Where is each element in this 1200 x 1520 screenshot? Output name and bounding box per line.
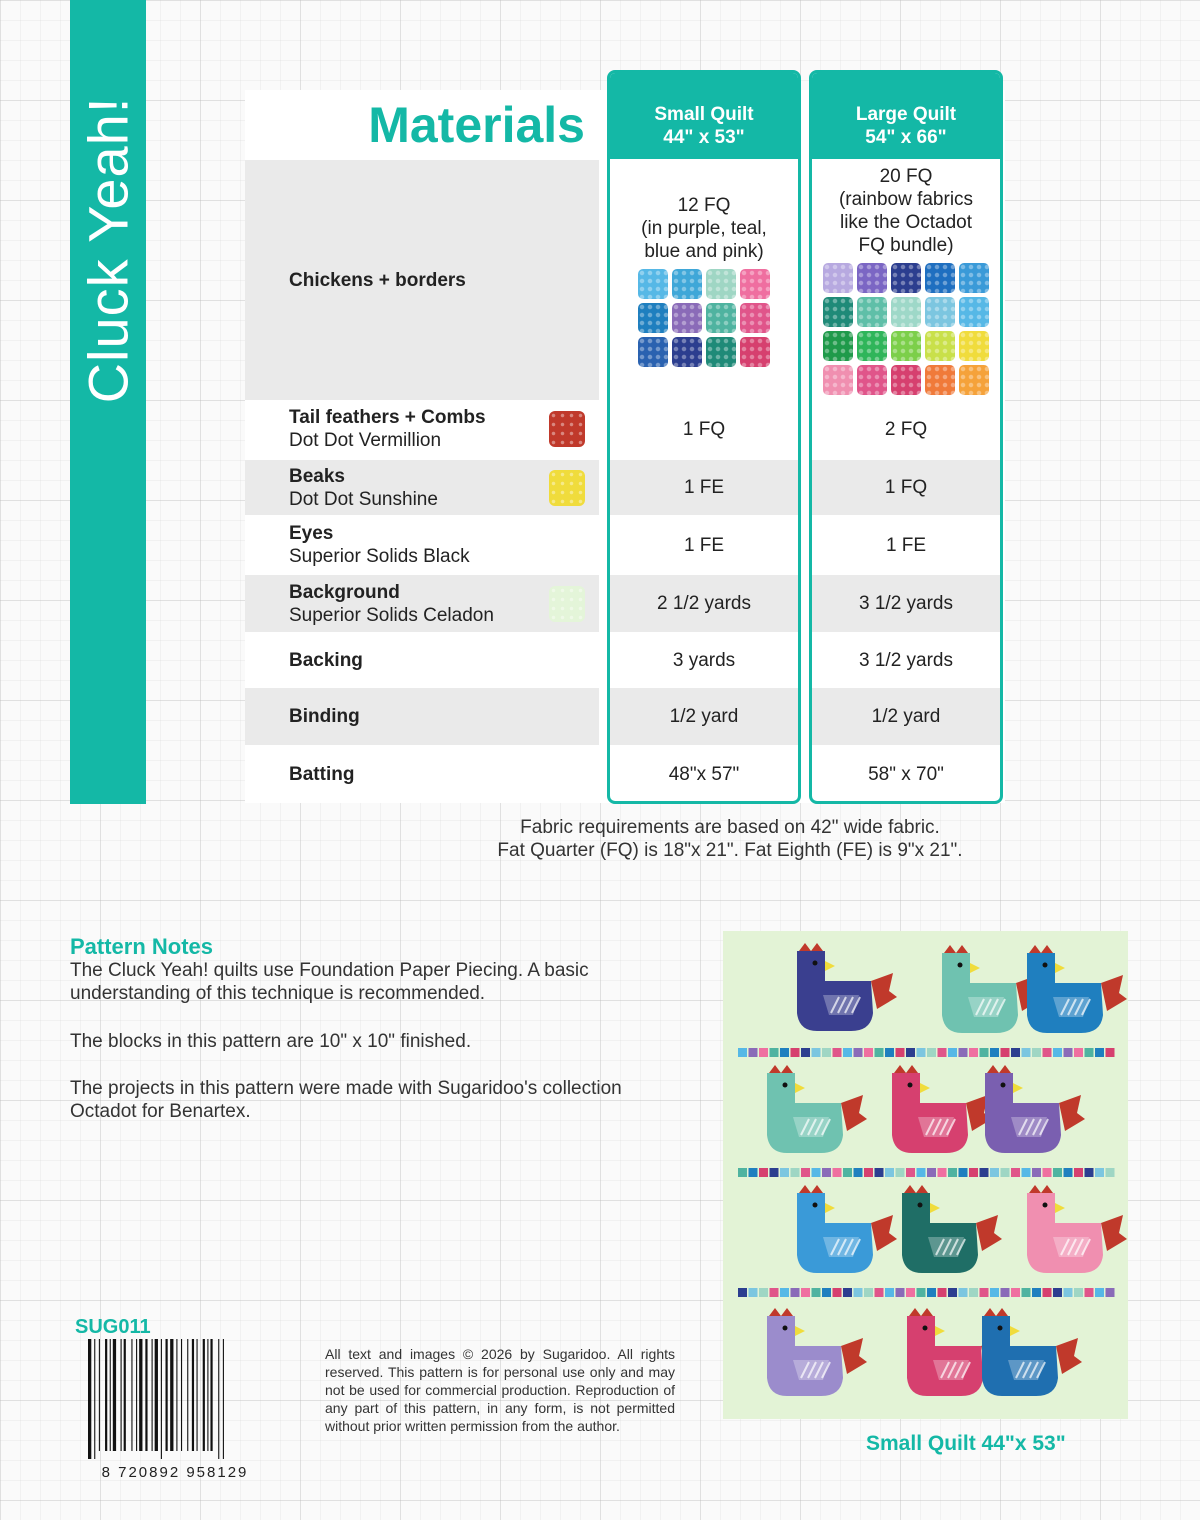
fabric-swatch xyxy=(857,297,887,327)
fabric-requirements-note xyxy=(440,816,1020,862)
border-piece xyxy=(969,1168,978,1177)
border-piece xyxy=(822,1288,831,1297)
small-quilt-amount-text: 3 yards xyxy=(672,649,736,671)
chicken xyxy=(1027,1185,1127,1273)
material-row xyxy=(245,745,599,803)
border-piece xyxy=(801,1048,810,1057)
fabric-swatch xyxy=(891,297,921,327)
fabric-swatch xyxy=(672,269,702,299)
border-piece xyxy=(1032,1288,1041,1297)
border-piece xyxy=(1064,1048,1073,1057)
fabric-swatch xyxy=(891,263,921,293)
chicken xyxy=(767,1308,867,1396)
small-quilt-label: Small Quilt xyxy=(654,104,754,125)
border-piece xyxy=(791,1168,800,1177)
fabric-swatch xyxy=(891,331,921,361)
small-quilt-header xyxy=(610,73,798,159)
border-piece xyxy=(854,1048,863,1057)
material-name: Eyes xyxy=(289,523,334,544)
fabric-swatch xyxy=(823,365,853,395)
border-piece xyxy=(738,1048,747,1057)
fabric-swatch xyxy=(740,303,770,333)
border-piece xyxy=(759,1168,768,1177)
fabric-swatch xyxy=(823,263,853,293)
fabric-swatch xyxy=(706,269,736,299)
fabric-swatch xyxy=(706,303,736,333)
border-piece xyxy=(843,1168,852,1177)
border-piece xyxy=(822,1168,831,1177)
small-quilt-amount xyxy=(610,460,798,515)
small-quilt-amount xyxy=(610,575,798,632)
border-piece xyxy=(1053,1168,1062,1177)
small-quilt-amount-text: 1 FE xyxy=(683,477,725,498)
small-quilt-amount xyxy=(610,632,798,688)
border-piece xyxy=(938,1048,947,1057)
border-piece xyxy=(812,1168,821,1177)
border-piece xyxy=(1011,1288,1020,1297)
border-piece xyxy=(864,1048,873,1057)
border-piece xyxy=(885,1048,894,1057)
fabric-swatch xyxy=(549,470,585,506)
large-quilt-amount xyxy=(812,400,1000,458)
border-piece xyxy=(896,1168,905,1177)
pattern-note-block-size: The blocks in this pattern are 10" x 10" finished. xyxy=(70,1031,472,1052)
border-piece xyxy=(1095,1048,1104,1057)
fabric-swatch xyxy=(959,331,989,361)
fabric-note-line-2: Fat Quarter (FQ) is 18"x 21". Fat Eighth (FE) is 9"x 21". xyxy=(497,840,963,861)
border-piece xyxy=(959,1048,968,1057)
border-piece xyxy=(906,1168,915,1177)
large-quilt-amount xyxy=(812,160,1000,400)
border-piece xyxy=(1001,1288,1010,1297)
border-piece xyxy=(969,1048,978,1057)
small-quilt-column xyxy=(607,70,801,804)
border-piece xyxy=(843,1048,852,1057)
small-quilt-amount-text: 1 FQ xyxy=(682,418,726,440)
large-quilt-swatch-grid xyxy=(823,263,989,395)
border-piece xyxy=(864,1288,873,1297)
small-quilt-amount xyxy=(610,745,798,803)
border-piece xyxy=(980,1048,989,1057)
fabric-swatch xyxy=(891,365,921,395)
large-quilt-amount-text: 1 FE xyxy=(885,534,927,556)
border-piece xyxy=(759,1288,768,1297)
border-piece xyxy=(1011,1048,1020,1057)
small-quilt-amount-text: 2 1/2 yards xyxy=(657,593,751,614)
border-piece xyxy=(1064,1288,1073,1297)
border-piece xyxy=(885,1288,894,1297)
fabric-swatch xyxy=(823,331,853,361)
border-piece xyxy=(917,1168,926,1177)
fabric-swatch xyxy=(857,331,887,361)
small-quilt-amount xyxy=(610,515,798,575)
large-quilt-amount xyxy=(812,688,1000,745)
border-piece xyxy=(1095,1168,1104,1177)
material-row xyxy=(245,400,599,458)
large-quilt-amount-text: 3 1/2 yards xyxy=(859,649,953,671)
border-piece xyxy=(791,1288,800,1297)
quilt-chickens-image xyxy=(723,931,1128,1419)
border-piece xyxy=(927,1288,936,1297)
large-quilt-amount xyxy=(812,632,1000,688)
border-piece xyxy=(1074,1288,1083,1297)
small-quilt-amount xyxy=(610,160,798,400)
border-piece xyxy=(990,1048,999,1057)
border-piece xyxy=(759,1048,768,1057)
material-fabric: Superior Solids Celadon xyxy=(289,604,494,626)
fabric-swatch xyxy=(740,337,770,367)
quilt-caption: Small Quilt 44"x 53" xyxy=(866,1432,1066,1455)
border-piece xyxy=(864,1168,873,1177)
quilt-illustration xyxy=(723,931,1128,1419)
border-piece xyxy=(906,1048,915,1057)
border-piece xyxy=(843,1288,852,1297)
chicken xyxy=(902,1185,1002,1273)
fabric-swatch xyxy=(857,365,887,395)
material-name: Beaks xyxy=(289,465,345,487)
small-quilt-size: 44" x 53" xyxy=(663,127,745,148)
border-piece xyxy=(1032,1048,1041,1057)
border-piece xyxy=(738,1288,747,1297)
pattern-note-technique: The Cluck Yeah! quilts use Foundation Paper Piecing. A basic understanding of this technique is recommended. xyxy=(70,960,589,1004)
border-piece xyxy=(1011,1168,1020,1177)
border-piece xyxy=(1043,1168,1052,1177)
border-piece xyxy=(948,1288,957,1297)
border-piece xyxy=(885,1168,894,1177)
small-quilt-swatch-grid xyxy=(638,269,770,367)
border-piece xyxy=(959,1288,968,1297)
border-piece xyxy=(896,1048,905,1057)
border-piece xyxy=(780,1168,789,1177)
border-piece xyxy=(780,1288,789,1297)
border-piece xyxy=(1074,1048,1083,1057)
materials-heading: Materials xyxy=(368,97,585,153)
product-code: SUG011 xyxy=(75,1316,151,1338)
border-piece xyxy=(875,1168,884,1177)
large-quilt-header xyxy=(812,73,1000,159)
border-piece xyxy=(854,1168,863,1177)
border-piece xyxy=(749,1048,758,1057)
border-piece xyxy=(938,1288,947,1297)
small-quilt-amount-text: 48"x 57" xyxy=(668,763,740,785)
large-quilt-amount xyxy=(812,515,1000,575)
border-piece xyxy=(948,1168,957,1177)
fabric-swatch xyxy=(549,411,585,447)
material-row xyxy=(245,160,599,400)
border-piece xyxy=(980,1288,989,1297)
fabric-swatch xyxy=(672,337,702,367)
border-piece xyxy=(927,1168,936,1177)
border-piece xyxy=(1053,1288,1062,1297)
border-piece xyxy=(1085,1288,1094,1297)
small-quilt-amount xyxy=(610,688,798,745)
border-piece xyxy=(917,1288,926,1297)
material-name: Background xyxy=(289,581,400,603)
large-quilt-size: 54" x 66" xyxy=(865,127,947,148)
copyright-notice: All text and images © 2026 by Sugaridoo. All rights reserved. This pattern is for personal use only and may not be used for commercial production. Reproduction of any part of this pattern, in any form, is not permitted without prior written permission from the author. xyxy=(325,1346,675,1434)
border-piece xyxy=(1043,1048,1052,1057)
border-piece xyxy=(780,1048,789,1057)
material-row xyxy=(245,575,599,632)
chicken xyxy=(797,1185,897,1273)
small-quilt-fq-text: 12 FQ (in purple, teal, blue and pink) xyxy=(641,194,767,262)
fabric-swatch xyxy=(959,263,989,293)
border-piece xyxy=(875,1288,884,1297)
small-quilt-amount-text: 1/2 yard xyxy=(669,706,739,727)
pattern-title: Cluck Yeah! xyxy=(76,96,140,404)
chicken xyxy=(985,1065,1085,1153)
border-piece xyxy=(917,1048,926,1057)
border-piece xyxy=(938,1168,947,1177)
pattern-note-fabric-collection: The projects in this pattern were made with Sugaridoo's collection Octadot for Benartex. xyxy=(70,1078,622,1122)
barcode-number: 8 720892 958129 xyxy=(101,1464,249,1481)
border-piece xyxy=(812,1288,821,1297)
border-piece xyxy=(1022,1168,1031,1177)
material-name: Batting xyxy=(289,763,355,785)
border-piece xyxy=(812,1048,821,1057)
border-piece xyxy=(1106,1168,1115,1177)
border-piece xyxy=(1043,1288,1052,1297)
chicken xyxy=(1027,945,1127,1033)
border-piece xyxy=(791,1048,800,1057)
large-quilt-amount-text: 3 1/2 yards xyxy=(859,593,953,614)
fabric-swatch xyxy=(740,269,770,299)
border-piece xyxy=(906,1288,915,1297)
large-quilt-amount xyxy=(812,745,1000,803)
material-fabric: Superior Solids Black xyxy=(289,546,470,567)
fabric-swatch xyxy=(959,297,989,327)
fabric-swatch xyxy=(549,586,585,622)
chicken xyxy=(797,943,897,1031)
fabric-swatch xyxy=(638,269,668,299)
border-piece xyxy=(801,1288,810,1297)
fabric-swatch xyxy=(857,263,887,293)
pattern-notes-heading: Pattern Notes xyxy=(70,934,214,959)
border-piece xyxy=(1085,1048,1094,1057)
border-piece xyxy=(749,1168,758,1177)
border-piece xyxy=(1001,1168,1010,1177)
side-title-bar xyxy=(70,0,146,804)
fabric-swatch xyxy=(925,331,955,361)
fabric-swatch xyxy=(672,303,702,333)
large-quilt-amount-text: 1/2 yard xyxy=(871,706,941,727)
material-name: Chickens + borders xyxy=(289,269,466,291)
small-quilt-amount-text: 1 FE xyxy=(683,534,725,556)
large-quilt-fq-text: 20 FQ (rainbow fabrics like the Octadot FQ bundle) xyxy=(838,166,974,256)
border-piece xyxy=(1106,1048,1115,1057)
chicken xyxy=(892,1065,992,1153)
fabric-swatch xyxy=(638,337,668,367)
border-piece xyxy=(822,1048,831,1057)
border-piece xyxy=(833,1048,842,1057)
border-piece xyxy=(875,1048,884,1057)
fabric-swatch xyxy=(706,337,736,367)
large-quilt-amount-text: 2 FQ xyxy=(884,418,928,440)
border-piece xyxy=(770,1288,779,1297)
material-name: Binding xyxy=(289,706,360,727)
border-piece xyxy=(1064,1168,1073,1177)
large-quilt-amount-text: 58" x 70" xyxy=(868,763,944,785)
border-piece xyxy=(833,1288,842,1297)
fabric-note-line-1: Fabric requirements are based on 42" wide fabric. xyxy=(520,817,940,838)
small-quilt-amount xyxy=(610,400,798,458)
border-piece xyxy=(1095,1288,1104,1297)
material-row xyxy=(245,688,599,745)
border-piece xyxy=(1032,1168,1041,1177)
large-quilt-amount xyxy=(812,460,1000,515)
border-piece xyxy=(749,1288,758,1297)
material-name: Backing xyxy=(289,649,363,671)
border-piece xyxy=(969,1288,978,1297)
border-piece xyxy=(896,1288,905,1297)
border-piece xyxy=(1085,1168,1094,1177)
border-piece xyxy=(990,1168,999,1177)
border-piece xyxy=(948,1048,957,1057)
border-piece xyxy=(1001,1048,1010,1057)
border-piece xyxy=(927,1048,936,1057)
fabric-swatch xyxy=(959,365,989,395)
fabric-swatch xyxy=(925,297,955,327)
chicken xyxy=(767,1065,867,1153)
border-piece xyxy=(980,1168,989,1177)
large-quilt-amount-text: 1 FQ xyxy=(884,477,928,498)
large-quilt-column xyxy=(809,70,1003,804)
border-piece xyxy=(990,1288,999,1297)
border-piece xyxy=(833,1168,842,1177)
border-piece xyxy=(959,1168,968,1177)
material-row xyxy=(245,632,599,688)
border-piece xyxy=(770,1048,779,1057)
fabric-swatch xyxy=(925,365,955,395)
border-piece xyxy=(1022,1048,1031,1057)
border-piece xyxy=(738,1168,747,1177)
border-piece xyxy=(1074,1168,1083,1177)
fabric-swatch xyxy=(925,263,955,293)
material-fabric: Dot Dot Vermillion xyxy=(289,430,442,451)
material-fabric: Dot Dot Sunshine xyxy=(289,488,438,510)
large-quilt-label: Large Quilt xyxy=(855,104,957,125)
border-piece xyxy=(1053,1048,1062,1057)
border-piece xyxy=(1022,1288,1031,1297)
large-quilt-amount xyxy=(812,575,1000,632)
border-piece xyxy=(854,1288,863,1297)
material-row xyxy=(245,460,599,515)
border-piece xyxy=(770,1168,779,1177)
material-row xyxy=(245,515,599,575)
border-piece xyxy=(801,1168,810,1177)
barcode-icon xyxy=(88,1339,263,1459)
material-name: Tail feathers + Combs xyxy=(289,407,486,428)
border-piece xyxy=(1106,1288,1115,1297)
fabric-swatch xyxy=(823,297,853,327)
fabric-swatch xyxy=(638,303,668,333)
chicken xyxy=(982,1308,1082,1396)
